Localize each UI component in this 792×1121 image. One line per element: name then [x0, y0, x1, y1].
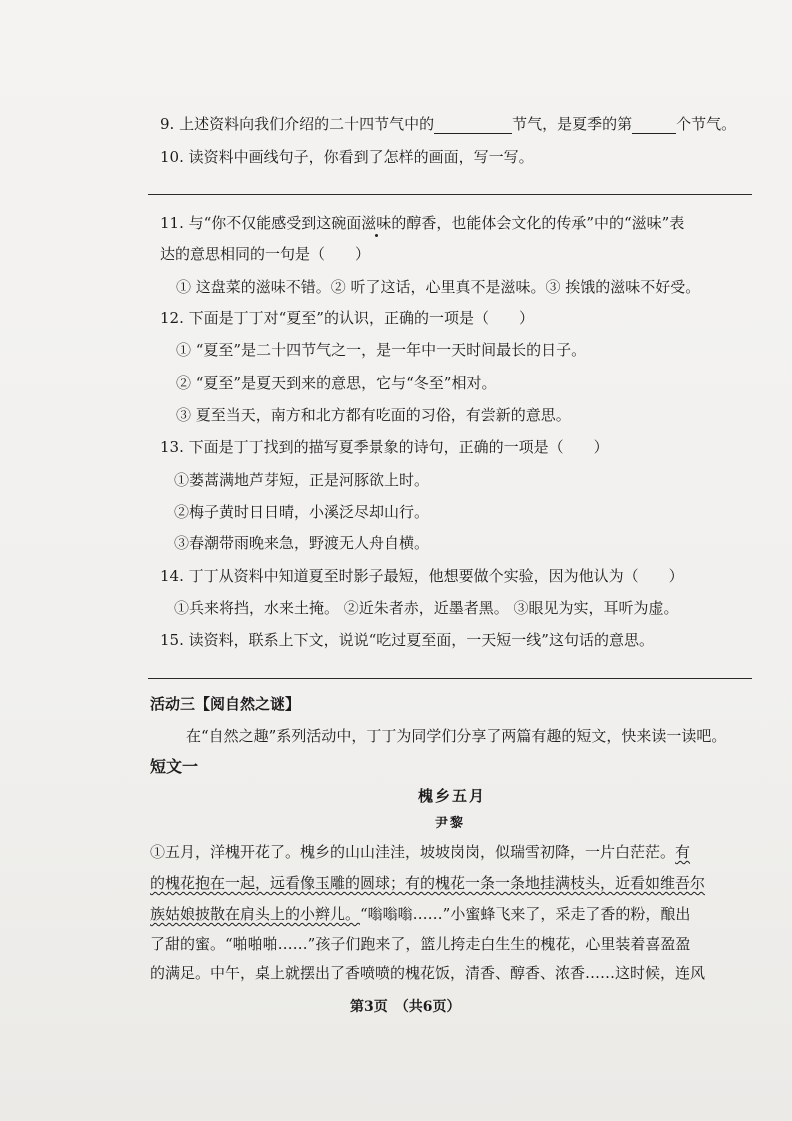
q9-blank-1[interactable] — [434, 118, 512, 134]
article-line-3-underlined: 族姑娘披散在肩头上的小辫儿。 — [150, 905, 361, 923]
question-15: 15. 读资料，联系上下文，说说“吃过夏至面，一天短一线”这句话的意思。 — [160, 631, 654, 649]
q13-option-1: ①蒌蒿满地芦芽短，正是河豚欲上时。 — [174, 471, 430, 489]
q15-answer-line[interactable] — [148, 678, 752, 679]
activity-heading: 活动三【阅自然之谜】 — [150, 695, 301, 713]
question-9 — [160, 114, 736, 134]
q9-text-before: 9. 上述资料向我们介绍的二十四节气中的 — [160, 115, 435, 133]
q14-options: ①兵来将挡，水来土掩。 ②近朱者赤，近墨者黑。 ③眼见为实，耳听为虚。 — [174, 599, 679, 617]
q10-answer-line[interactable] — [148, 194, 752, 195]
q11-text-a: 11. 与“你不仅能感受到这碗面 — [160, 214, 362, 232]
q11-dotted-word: 滋味 — [361, 214, 392, 232]
q13-option-3: ③春潮带雨晚来急，野渡无人舟自横。 — [174, 534, 430, 552]
article-line-2-underlined: 的槐花抱在一起，远看像玉雕的圆球；有的槐花一条一条地挂满枝头，近看如维吾尔 — [150, 874, 706, 892]
page-number: 第3页 （共6页） — [350, 999, 461, 1015]
article-line-1-underlined: 有 — [675, 843, 691, 861]
q9-text-after: 个节气。 — [676, 115, 737, 133]
article-line-4: 了甜的蜜。“啪啪啪……”孩子们跑来了，篮儿挎走白生生的槐花，心里装着喜盈盈 — [150, 935, 691, 953]
article-line-2 — [150, 873, 705, 893]
question-11-line-1 — [160, 213, 684, 233]
activity-intro: 在“自然之趣”系列活动中，丁丁为同学们分享了两篇有趣的短文，快来读一读吧。 — [186, 727, 727, 745]
q12-option-2: ② “夏至”是夏天到来的意思，它与“冬至”相对。 — [176, 374, 497, 392]
q12-option-1: ① “夏至”是二十四节气之一，是一年中一天时间最长的日子。 — [176, 341, 587, 359]
question-10: 10. 读资料中画线句子，你看到了怎样的画面，写一写。 — [160, 148, 534, 166]
q9-text-middle: 节气，是夏季的第 — [512, 115, 633, 133]
article-line-1 — [150, 842, 690, 862]
article-line-1-text: ①五月，洋槐开花了。槐乡的山山洼洼，坡坡岗岗，似瑞雪初降，一片白茫茫。 — [150, 843, 676, 861]
article-line-3-text: “嗡嗡嗡……”小蜜蜂飞来了，采走了香的粉，酿出 — [360, 905, 691, 923]
q9-blank-2[interactable] — [632, 118, 676, 134]
section-label: 短文一 — [150, 757, 199, 776]
q12-option-3: ③ 夏至当天，南方和北方都有吃面的习俗，有尝新的意思。 — [176, 406, 571, 424]
article-title: 槐乡五月 — [418, 787, 487, 805]
article-line-3 — [150, 904, 690, 924]
question-11-line-2: 达的意思相同的一句是（ ） — [160, 245, 371, 263]
article-author: 尹黎 — [435, 816, 466, 831]
question-14: 14. 丁丁从资料中知道夏至时影子最短，他想要做个实验，因为他认为（ ） — [160, 567, 684, 585]
article-line-5: 的满足。中午，桌上就摆出了香喷喷的槐花饭，清香、醇香、浓香……这时候，连风 — [150, 964, 706, 982]
question-11-options: ① 这盘菜的滋味不错。② 听了这话，心里真不是滋味。③ 挨饿的滋味不好受。 — [176, 278, 701, 296]
q13-option-2: ②梅子黄时日日晴，小溪泛尽却山行。 — [174, 503, 430, 521]
question-13: 13. 下面是丁丁找到的描写夏季景象的诗句，正确的一项是（ ） — [160, 438, 609, 456]
q11-text-c: 的醇香，也能体会文化的传承”中的“滋味”表 — [391, 214, 685, 232]
question-12: 12. 下面是丁丁对“夏至”的认识，正确的一项是（ ） — [160, 309, 534, 327]
